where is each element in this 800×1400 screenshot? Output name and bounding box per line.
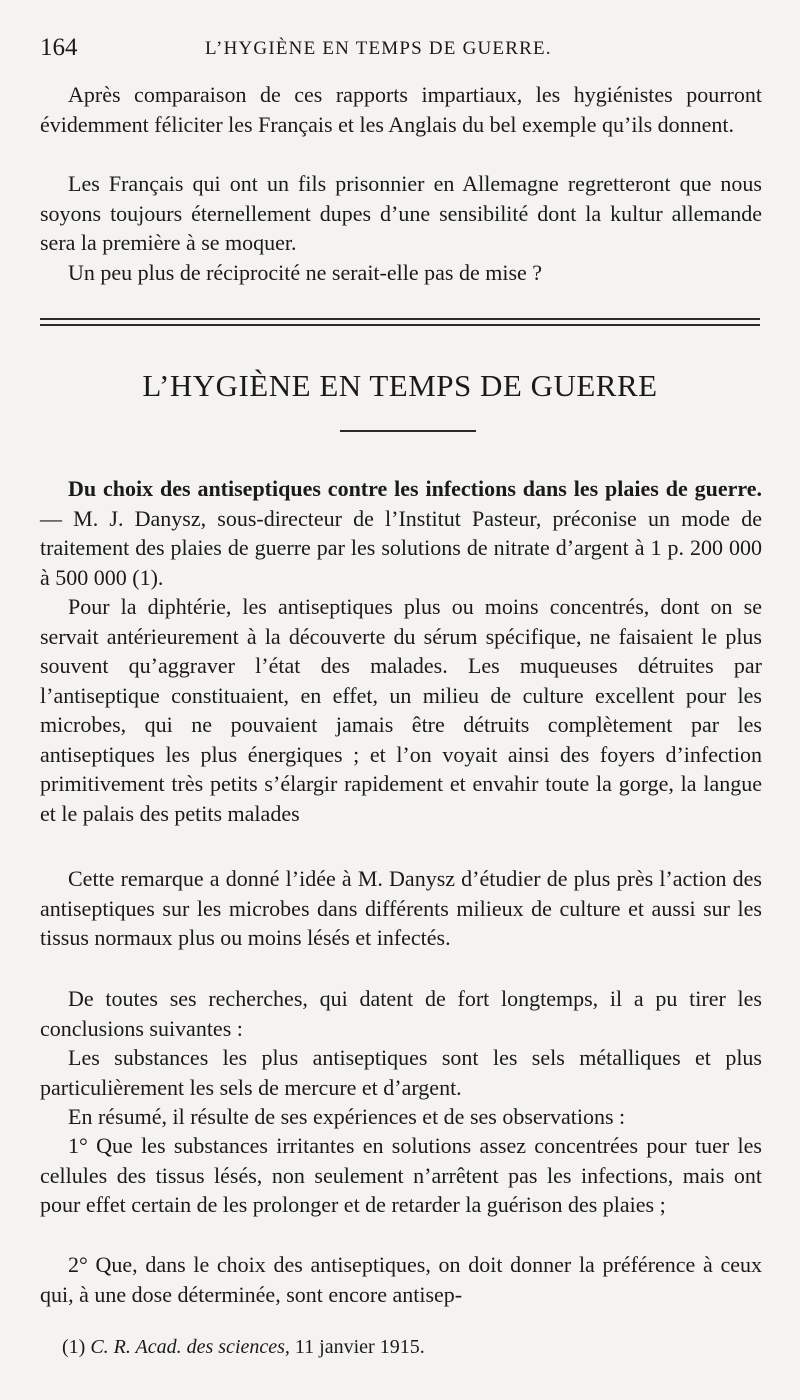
body-paragraph-7: 2° Que, dans le choix des antiseptiques, on doit donner la préférence à ceux qui, à une dose déterminée, sont encore antisep- [40,1252,762,1307]
section-divider [40,318,760,332]
body-paragraph-3: De toutes ses recherches, qui datent de fort longtemps, il a pu tirer les conclusions suivantes : [40,986,762,1041]
body-paragraph-2: Cette remarque a donné l’idée à M. Danysz d’étudier de plus près l’action des antiseptiques sur les microbes dans différents milieux de culture et aussi sur les tissus normaux plus ou moins lésés et infectés. [40,866,762,950]
footnote-date: 11 janvier 1915. [294,1336,425,1358]
intro-paragraph-2: Les Français qui ont un fils prisonnier en Allemagne regretteront que nous soyons toujours éternellement dupes d’une sensibilité dont la kultur allemande sera la première à se moquer. [40,171,762,255]
body-paragraph-6: 1° Que les substances irritantes en solutions assez concentrées pour tuer les cellules des tissus lésés, non seulement n’arrêtent pas les infections, mais ont pour effet certain de les prolonger et de retarder la guérison des plaies ; [40,1133,762,1217]
body-paragraph-1: Pour la diphtérie, les antiseptiques plus ou moins concentrés, dont on se servait antérieurement à la découverte du sérum spécifique, ne faisaient le plus souvent qu’aggraver l’état des malades. Les muqueuses détruites par l’antiseptique constituaient, en effet, un milieu de culture excellent pour les microbes, qui ne pouvaient jamais être détruits complètement par les antiseptiques les plus énergiques ; et l’on voyait ainsi des foyers d’infection primitivement très petits s’élargir rapidement et envahir toute la gorge, la langue et le palais des petits malades [40,594,762,826]
intro-paragraph-1: Après comparaison de ces rapports impartiaux, les hygiénistes pourront évidemment féliciter les Français et les Anglais du bel exemple qu’ils donnent. [40,82,762,137]
body-paragraph-5: En résumé, il résulte de ses expériences et de ses observations : [68,1104,626,1129]
section-title: L’HYGIÈNE EN TEMPS DE GUERRE [142,368,658,403]
running-head [40,34,760,64]
body-paragraph-4: Les substances les plus antiseptiques sont les sels métalliques et plus particulièrement les sels de mercure et d’argent. [40,1045,762,1100]
article-heading: Du choix des antiseptiques contre les infections dans les plaies de guerre. [68,476,762,501]
running-head-title: L’HYGIÈNE EN TEMPS DE GUERRE. [205,38,552,59]
article-lead-text: — M. J. Danysz, sous-directeur de l’Institut Pasteur, préconise un mode de traitement des plaies de guerre par les solutions de nitrate d’argent à 1 p. 200 000 à 500 000 (1). [40,505,762,590]
footnote [62,1334,762,1360]
divider-line-top [40,318,760,320]
intro-paragraph-3: Un peu plus de réciprocité ne serait-elle pas de mise ? [68,260,543,285]
article-lead-paragraph [40,474,762,592]
footnote-source: C. R. Acad. des sciences, [90,1336,290,1358]
divider-line-bottom [40,324,760,326]
title-underline [340,430,476,432]
footnote-marker: (1) [62,1336,86,1358]
page-number: 164 [40,34,78,61]
